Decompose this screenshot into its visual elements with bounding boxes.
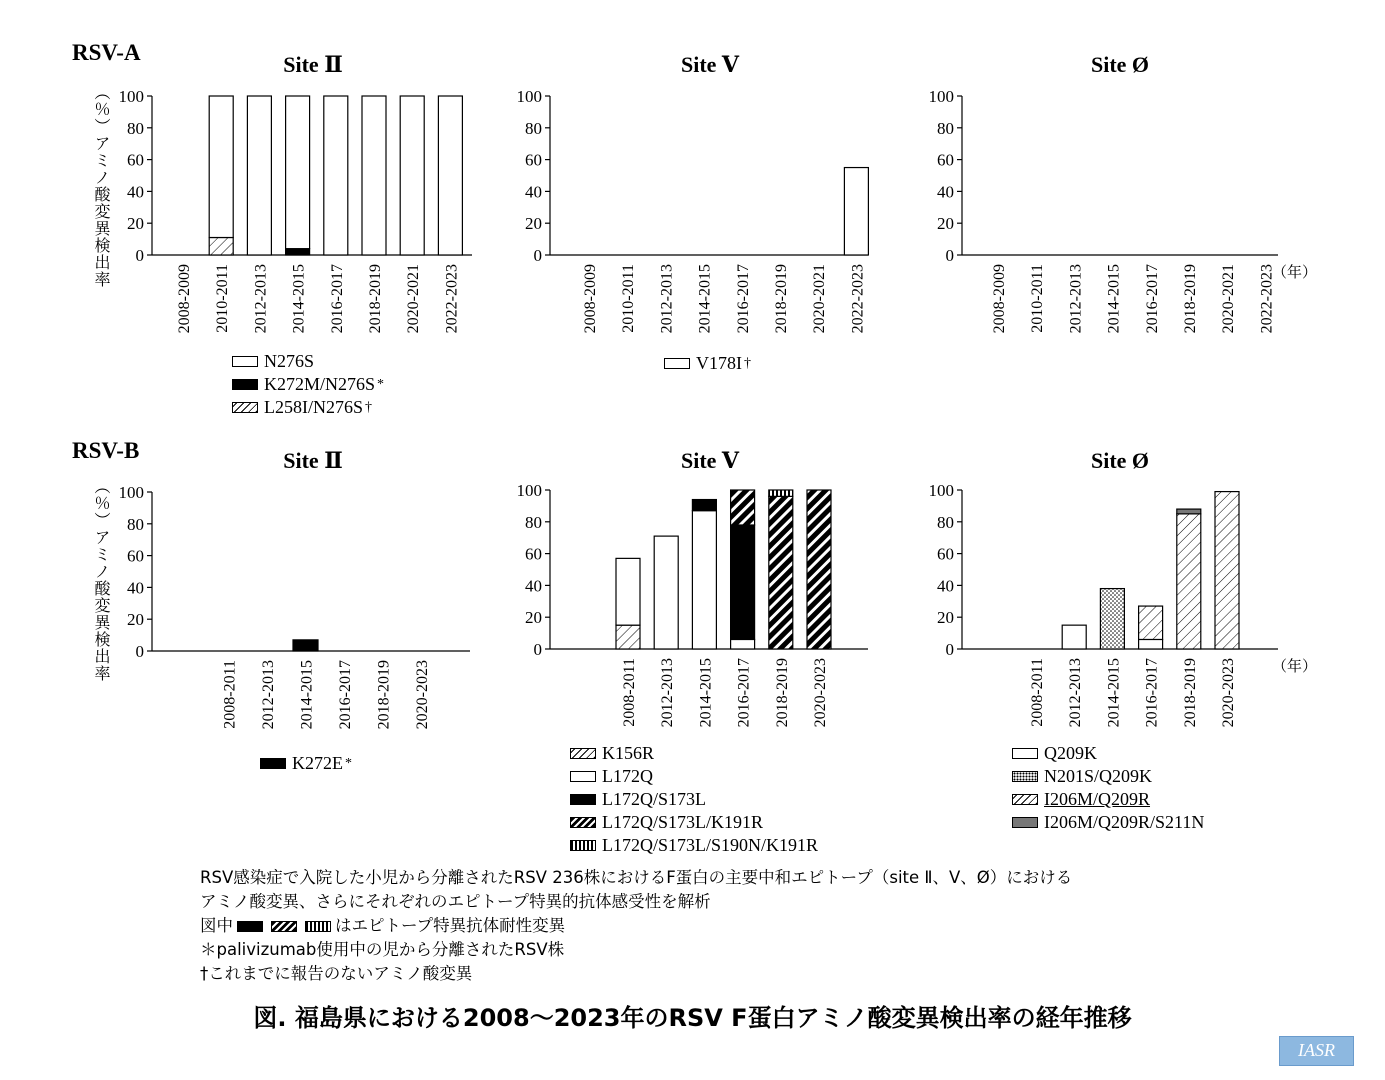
chart6-x-tick-label: 2012-2013 xyxy=(1067,658,1085,728)
chart1-bar-segment xyxy=(400,96,424,255)
chart1-title: Site Ⅱ xyxy=(283,52,343,77)
chart4-x-tick-label: 2008-2011 xyxy=(221,660,239,729)
chart3-x-tick-label: 2016-2017 xyxy=(1143,264,1161,334)
chart6-x-tick-label: 2018-2019 xyxy=(1181,658,1199,728)
y-axis-label-rsv-b: （％）アミノ酸変異検出率 xyxy=(92,478,111,682)
chart6-legend xyxy=(1012,742,1204,834)
chart3-y-tick-label: 100 xyxy=(928,87,954,106)
chart6-x-tick-label: 2016-2017 xyxy=(1143,658,1161,728)
chart6-legend-swatch xyxy=(1012,794,1038,805)
figure-caption: 図. 福島県における2008〜2023年のRSV F蛋白アミノ酸変異検出率の経年推移 xyxy=(253,1004,1132,1032)
chart3-x-tick-label: 2014-2015 xyxy=(1105,264,1123,334)
chart1-legend-swatch xyxy=(232,356,258,367)
chart5-bar-segment xyxy=(692,511,716,649)
note-line-5: †これまでに報告のないアミノ酸変異 xyxy=(200,964,473,983)
chart6-legend-swatch xyxy=(1012,817,1038,828)
chart2-x-tick-label: 2012-2013 xyxy=(658,264,676,334)
chart3-title: Site Ø xyxy=(1090,52,1150,77)
chart6-y-tick-label: 80 xyxy=(937,512,954,532)
chart1-legend-mark: † xyxy=(365,399,372,415)
chart2-x-tick-label: 2020-2021 xyxy=(811,264,829,334)
chart5-x-tick-label: 2008-2011 xyxy=(621,658,638,727)
section-label-rsv-a: RSV-A xyxy=(72,40,141,65)
note-line-3-suffix: はエピトープ特異抗体耐性変異 xyxy=(335,916,566,935)
chart2-y-tick-label: 40 xyxy=(525,182,542,202)
chart5-legend-swatch xyxy=(570,771,596,782)
chart2-y-tick-label: 20 xyxy=(525,214,542,234)
chart5-x-tick-label: 2018-2019 xyxy=(773,658,791,728)
chart5-legend-item xyxy=(570,834,818,857)
chart3-y-tick-label: 40 xyxy=(937,182,954,202)
chart5-bar-segment xyxy=(769,496,793,649)
chart6-legend-item xyxy=(1012,811,1204,834)
chart6-bar-segment xyxy=(1139,639,1163,649)
chart1-legend-mark: * xyxy=(377,376,385,392)
chart1-y-tick-label: 60 xyxy=(127,150,144,170)
note-line-4: ＊palivizumab使用中の児から分離されたRSV株 xyxy=(200,940,565,959)
chart1-bar-segment xyxy=(324,96,348,255)
section-label-rsv-b: RSV-B xyxy=(72,438,140,463)
chart5-bar-segment xyxy=(731,639,755,649)
chart5-x-tick-label: 2014-2015 xyxy=(697,658,715,728)
chart5-legend-label: K156R xyxy=(602,743,655,763)
chart3-x-tick-label: 2008-2009 xyxy=(991,264,1008,334)
chart3-x-tick-label: 2018-2019 xyxy=(1182,264,1199,334)
chart1-x-tick-label: 2010-2011 xyxy=(214,264,232,333)
chart1-x-tick-label: 2020-2021 xyxy=(405,264,423,334)
note-line-3-prefix: 図中 xyxy=(200,916,233,935)
note-line-1: RSV感染症で入院した小児から分離されたRSV 236株におけるF蛋白の主要中和エピトープ（site Ⅱ、Ⅴ、Ø）における xyxy=(200,868,1073,887)
chart2-y-tick-label: 100 xyxy=(516,87,542,106)
chart5-legend-swatch xyxy=(570,817,596,828)
chart6-bar-segment xyxy=(1062,625,1086,649)
chart3-y-tick-label: 20 xyxy=(937,214,954,234)
chart5-legend-item xyxy=(570,742,818,765)
chart5-x-tick-label: 2020-2023 xyxy=(812,658,829,728)
chart6-y-tick-label: 0 xyxy=(945,640,954,659)
chart4-legend xyxy=(260,752,352,775)
chart6-y-tick-label: 100 xyxy=(928,481,954,500)
chart5-legend-label: L172Q xyxy=(602,766,653,786)
chart1-legend xyxy=(232,350,384,419)
chart5-bar-segment xyxy=(731,525,755,639)
chart6-legend-label: I206M/Q209R/S211N xyxy=(1044,812,1205,832)
chart6-legend-swatch xyxy=(1012,748,1038,759)
chart1-bar-segment xyxy=(209,238,233,255)
chart1-legend-label: N276S xyxy=(264,351,315,371)
chart3-y-tick-label: 0 xyxy=(945,246,954,265)
chart1-legend-label: K272M/N276S xyxy=(264,374,376,394)
chart2-y-tick-label: 80 xyxy=(525,118,542,138)
chart1-y-tick-label: 40 xyxy=(127,182,144,202)
chart4-x-tick-label: 2016-2017 xyxy=(337,660,354,730)
chart2-x-tick-label: 2022-2023 xyxy=(849,264,867,334)
chart1-x-tick-label: 2014-2015 xyxy=(290,264,308,334)
chart5-bar-segment xyxy=(616,558,640,625)
year-unit-label-a: （年） xyxy=(1272,263,1318,281)
chart6-title: Site Ø xyxy=(1090,448,1150,473)
chart4-y-tick-label: 0 xyxy=(135,642,144,661)
chart5-bar-segment xyxy=(654,536,678,649)
chart2-x-tick-label: 2018-2019 xyxy=(773,264,790,334)
chart6-bar-segment xyxy=(1139,606,1163,639)
chart1-legend-item xyxy=(232,373,384,396)
chart2-y-tick-label: 60 xyxy=(525,150,542,170)
note-line-2: アミノ酸変異、さらにそれぞれのエピトープ特異的抗体感受性を解析 xyxy=(200,892,711,911)
chart5-y-tick-label: 60 xyxy=(525,544,542,564)
chart5-title: Site Ⅴ xyxy=(680,448,739,473)
chart4-bar-segment xyxy=(293,640,318,651)
chart6-y-tick-label: 20 xyxy=(937,608,954,628)
chart2-x-tick-label: 2008-2009 xyxy=(582,264,599,334)
chart4-x-tick-label: 2018-2019 xyxy=(375,660,393,730)
chart6-y-tick-label: 40 xyxy=(937,576,954,596)
chart1-legend-item xyxy=(232,350,384,373)
resistance-swatch-black xyxy=(237,921,263,932)
chart1-bar-segment xyxy=(286,96,310,249)
chart6-x-tick-label: 2014-2015 xyxy=(1105,658,1123,728)
chart5-y-tick-label: 100 xyxy=(516,481,542,500)
chart5-bar-segment xyxy=(731,490,755,525)
chart2-y-tick-label: 0 xyxy=(533,246,542,265)
chart1-x-tick-label: 2012-2013 xyxy=(252,264,270,334)
chart3-x-tick-label: 2022-2023 xyxy=(1258,264,1276,334)
chart3-x-tick-label: 2012-2013 xyxy=(1067,264,1085,334)
chart6-x-tick-label: 2008-2011 xyxy=(1029,658,1046,727)
chart1-bar-segment xyxy=(209,96,233,238)
iasr-logo: IASR xyxy=(1279,1036,1354,1066)
chart2-legend-swatch xyxy=(664,358,690,369)
chart6-bar-segment xyxy=(1177,514,1201,649)
chart2-x-tick-label: 2014-2015 xyxy=(696,264,714,334)
figure-notes xyxy=(200,866,1072,986)
chart4-y-tick-label: 80 xyxy=(127,514,144,534)
chart5-legend-swatch xyxy=(570,794,596,805)
chart6-y-tick-label: 60 xyxy=(937,544,954,564)
chart3-y-tick-label: 60 xyxy=(937,150,954,170)
chart5-y-tick-label: 20 xyxy=(525,608,542,628)
chart1-y-tick-label: 20 xyxy=(127,214,144,234)
chart4-y-tick-label: 100 xyxy=(118,483,144,502)
chart5-legend-item xyxy=(570,811,818,834)
chart5-legend-label: L172Q/S173L/S190N/K191R xyxy=(602,835,819,855)
chart3-y-tick-label: 80 xyxy=(937,118,954,138)
note-line-3 xyxy=(200,914,1072,938)
chart5-bar-segment xyxy=(807,490,831,649)
chart4-x-tick-label: 2014-2015 xyxy=(298,660,316,730)
chart2-bar-segment xyxy=(844,168,868,255)
chart5-y-tick-label: 0 xyxy=(533,640,542,659)
chart1-y-tick-label: 0 xyxy=(135,246,144,265)
chart6-legend-label: N201S/Q209K xyxy=(1044,766,1153,786)
chart6-x-tick-label: 2020-2023 xyxy=(1220,658,1237,728)
chart1-y-tick-label: 80 xyxy=(127,118,144,138)
chart4-x-tick-label: 2020-2023 xyxy=(414,660,431,730)
chart5-legend xyxy=(570,742,818,857)
chart5-y-tick-label: 40 xyxy=(525,576,542,596)
chart6-legend-label: I206M/Q209R xyxy=(1044,789,1151,809)
chart4-legend-label: K272E xyxy=(292,753,343,773)
chart1-bar-segment xyxy=(362,96,386,255)
chart5-legend-label: L172Q/S173L xyxy=(602,789,707,809)
chart6-legend-label: Q209K xyxy=(1044,743,1097,763)
chart5-bar-segment xyxy=(769,490,793,496)
chart1-bar-segment xyxy=(247,96,271,255)
chart2-legend-label: V178I xyxy=(696,353,742,373)
chart6-legend-swatch xyxy=(1012,771,1038,782)
chart4-y-tick-label: 60 xyxy=(127,546,144,566)
chart5-y-tick-label: 80 xyxy=(525,512,542,532)
chart5-legend-item xyxy=(570,765,818,788)
chart5-bar-segment xyxy=(692,500,716,511)
chart1-x-tick-label: 2016-2017 xyxy=(328,264,346,334)
y-axis-label-rsv-a: （％）アミノ酸変異検出率 xyxy=(92,84,111,288)
chart4-legend-swatch xyxy=(260,758,286,769)
chart5-legend-item xyxy=(570,788,818,811)
chart4-x-tick-label: 2012-2013 xyxy=(260,660,277,730)
chart5-x-tick-label: 2016-2017 xyxy=(735,658,753,728)
chart5-legend-swatch xyxy=(570,840,596,851)
chart5-x-tick-label: 2012-2013 xyxy=(659,658,677,728)
chart1-bar-segment xyxy=(286,249,310,255)
chart6-bar-segment xyxy=(1177,509,1201,514)
chart6-bar-segment xyxy=(1100,589,1124,649)
chart1-legend-swatch xyxy=(232,379,258,390)
chart2-x-tick-label: 2010-2011 xyxy=(620,264,638,333)
chart6-legend-item xyxy=(1012,742,1204,765)
chart5-bar-segment xyxy=(616,625,640,649)
chart6-legend-item xyxy=(1012,788,1204,811)
chart2-legend-item xyxy=(664,352,751,375)
chart1-legend-swatch xyxy=(232,402,258,413)
chart1-legend-item xyxy=(232,396,384,419)
chart6-legend-item xyxy=(1012,765,1204,788)
chart1-y-tick-label: 100 xyxy=(118,87,144,106)
chart5-legend-swatch xyxy=(570,748,596,759)
chart4-y-tick-label: 40 xyxy=(127,578,144,598)
resistance-swatch-hatch xyxy=(271,921,297,932)
chart4-legend-item xyxy=(260,752,352,775)
chart4-title: Site Ⅱ xyxy=(283,448,343,473)
chart4-legend-mark: * xyxy=(345,755,352,771)
chart5-legend-label: L172Q/S173L/K191R xyxy=(602,812,764,832)
chart3-x-tick-label: 2010-2011 xyxy=(1029,264,1047,333)
resistance-swatch-stripe xyxy=(305,921,331,932)
chart2-x-tick-label: 2016-2017 xyxy=(734,264,752,334)
chart2-legend-mark: † xyxy=(744,355,751,371)
year-unit-label-b: （年） xyxy=(1272,657,1318,675)
chart1-legend-label: L258I/N276S xyxy=(264,397,363,417)
chart2-legend xyxy=(664,352,751,375)
chart1-x-tick-label: 2008-2009 xyxy=(176,264,193,334)
chart6-bar-segment xyxy=(1215,492,1239,649)
chart1-x-tick-label: 2018-2019 xyxy=(367,264,384,334)
chart3-x-tick-label: 2020-2021 xyxy=(1220,264,1238,334)
chart4-y-tick-label: 20 xyxy=(127,610,144,630)
chart2-title: Site Ⅴ xyxy=(680,52,739,77)
chart1-x-tick-label: 2022-2023 xyxy=(443,264,461,334)
chart1-bar-segment xyxy=(438,96,462,255)
